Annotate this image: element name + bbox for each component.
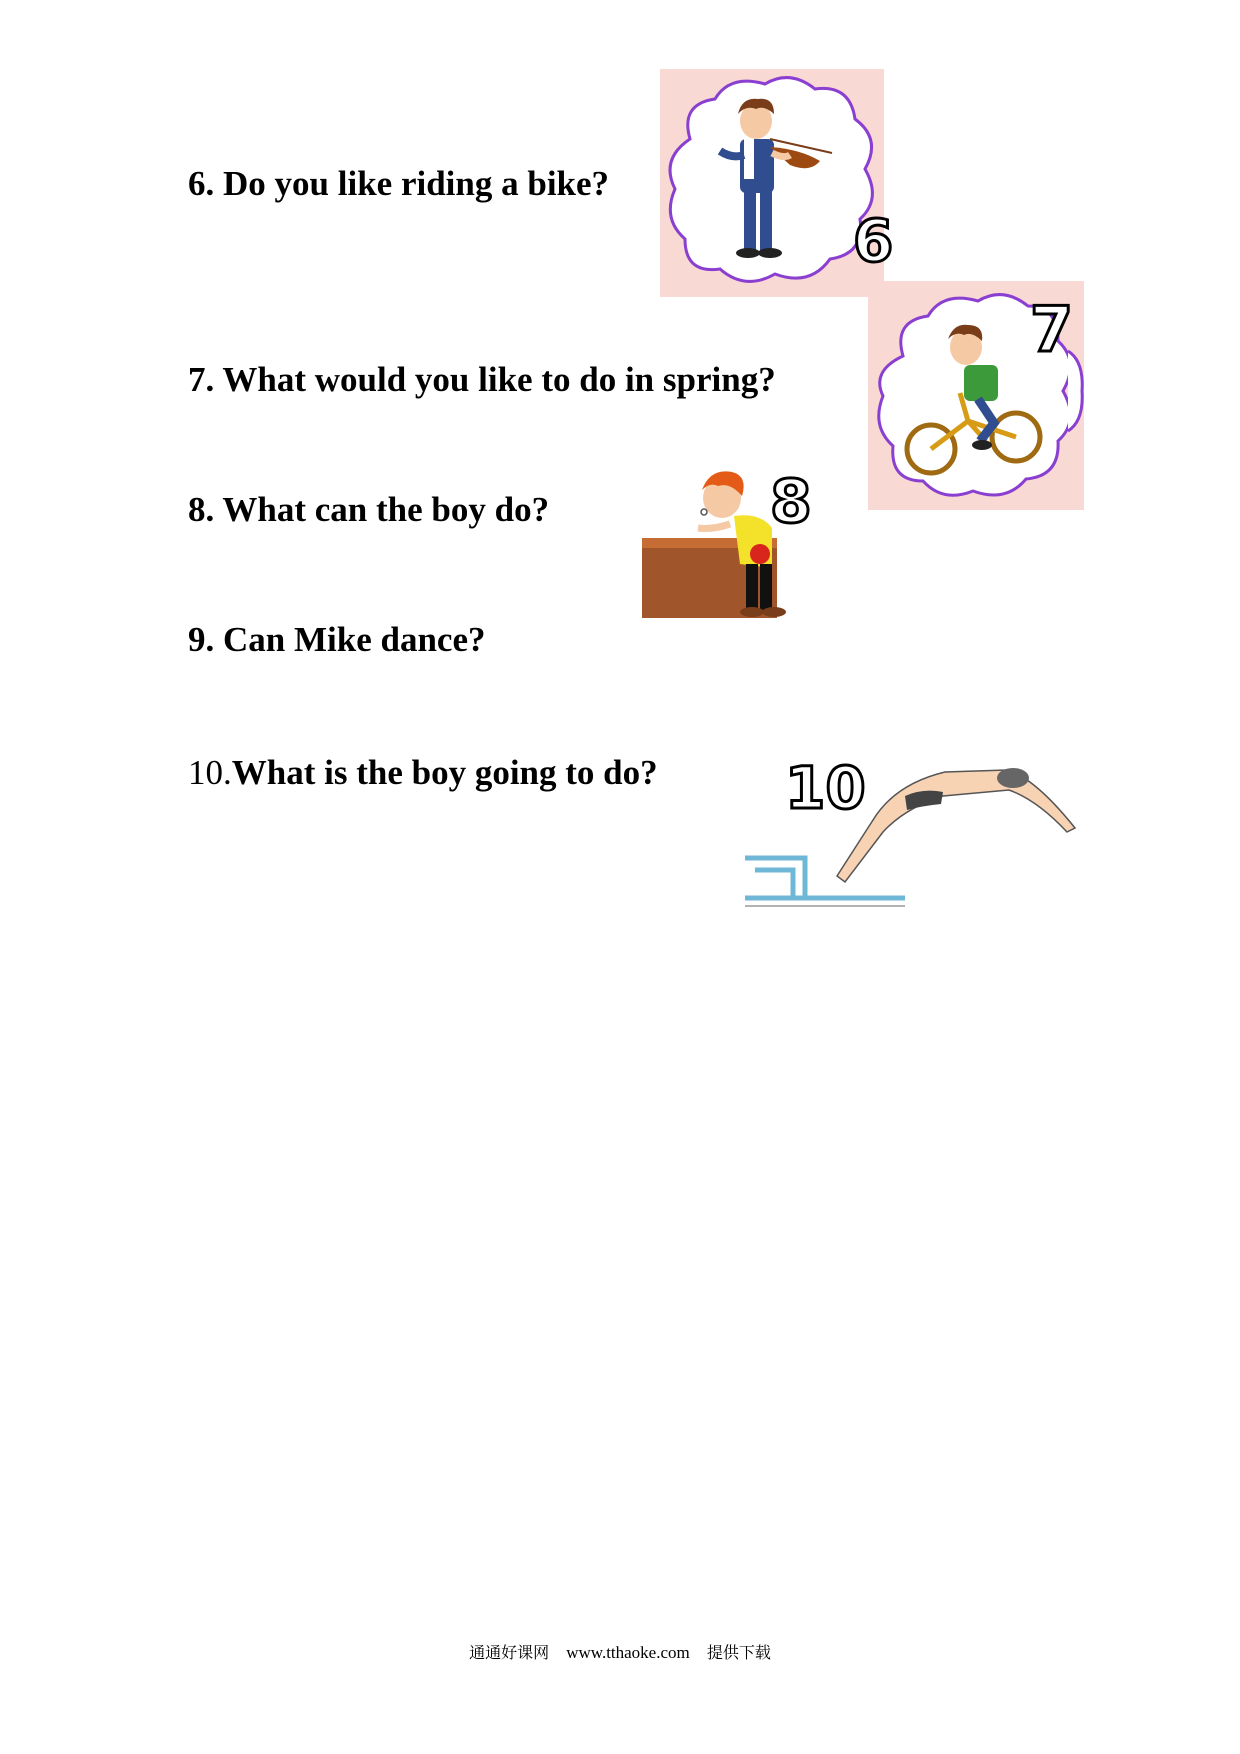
picture-label: 6 — [853, 207, 894, 275]
footer-url: www.tthaoke.com — [566, 1643, 690, 1662]
question-text: Do you like riding a bike? — [223, 164, 610, 203]
footer — [0, 1640, 1240, 1663]
boy-playing-ping-pong-icon — [642, 468, 842, 622]
question-text: What would you like to do in spring? — [222, 360, 776, 399]
question-number: 7. — [188, 360, 215, 399]
question-8 — [188, 490, 549, 530]
picture-10 — [745, 748, 1090, 943]
question-10 — [188, 753, 658, 793]
boy-diving-icon — [745, 748, 1090, 943]
picture-7 — [868, 281, 1084, 510]
boy-riding-bike-icon — [868, 281, 1084, 510]
question-text: Can Mike dance? — [223, 620, 486, 659]
picture-label: 8 — [770, 467, 812, 537]
question-7 — [188, 360, 776, 400]
footer-site-name: 通通好课网 — [469, 1643, 550, 1662]
picture-8 — [642, 468, 842, 622]
question-number: 6. — [188, 164, 215, 203]
question-9 — [188, 620, 486, 660]
question-number: 8. — [188, 490, 215, 529]
picture-label: 7 — [1030, 293, 1074, 366]
question-number: 10. — [188, 753, 232, 792]
question-text: What can the boy do? — [222, 490, 550, 529]
boy-playing-violin-icon — [660, 69, 894, 297]
question-number: 9. — [188, 620, 215, 659]
picture-6 — [660, 69, 894, 297]
question-6 — [188, 164, 609, 204]
picture-label: 10 — [785, 754, 866, 822]
footer-suffix: 提供下载 — [706, 1643, 771, 1662]
question-text: What is the boy going to do? — [231, 753, 658, 792]
